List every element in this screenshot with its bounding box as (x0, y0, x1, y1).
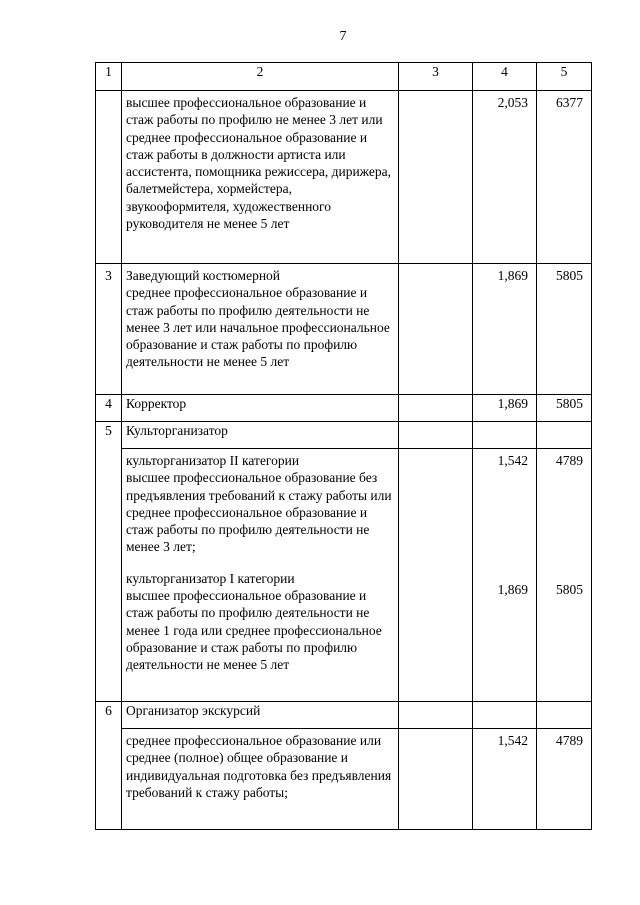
empty-cell (399, 91, 473, 264)
header-col-1: 1 (96, 63, 122, 91)
category-description: высшее профессиональное образование без предъявления требований к стажу работы или среднее профессиональное образование и стаж работы по профилю деятельности не менее 3 лет; (126, 470, 392, 555)
coefficient-cell: 1,542 (473, 729, 537, 830)
empty-cell (399, 264, 473, 395)
position-title: Организатор экскурсий (122, 702, 399, 729)
empty-cell (473, 702, 537, 729)
row-number-cell: 3 (96, 264, 122, 395)
row-number-cell (96, 91, 122, 264)
row-number-cell: 6 (96, 702, 122, 830)
empty-cell (537, 422, 592, 449)
empty-cell (399, 422, 473, 449)
position-cell (122, 449, 399, 702)
category-description: высшее профессиональное образование и стаж работы по профилю деятельности не менее 1 года или среднее профессиональное образование и стаж работы по профилю деятельности не менее 5 лет (126, 588, 382, 673)
table-row (96, 449, 592, 702)
empty-cell (399, 449, 473, 702)
salary-value: 4789 (556, 453, 583, 468)
table-row (96, 729, 592, 830)
salary-cell: 6377 (537, 91, 592, 264)
coefficient-cell: 2,053 (473, 91, 537, 264)
header-col-3: 3 (399, 63, 473, 91)
position-title: Корректор (122, 395, 399, 422)
table-row (96, 702, 592, 729)
header-col-4: 4 (473, 63, 537, 91)
header-col-5: 5 (537, 63, 592, 91)
coefficient-value: 1,869 (497, 582, 528, 598)
empty-cell (399, 729, 473, 830)
position-description: среднее профессиональное образование или среднее (полное) общее образование и индивидуальная подготовка без предъявления требований к стажу работы; (122, 729, 399, 830)
salary-value: 5805 (556, 582, 583, 598)
position-description: среднее профессиональное образование и стаж работы по профилю деятельности не менее 3 лет или начальное профессиональное образование и стаж работы по профилю деятельности не менее 5 лет (126, 285, 390, 370)
salary-cell (537, 449, 592, 702)
salary-cell: 4789 (537, 729, 592, 830)
salary-table (95, 62, 592, 830)
coefficient-cell: 1,869 (473, 264, 537, 395)
coefficient-value: 1,542 (497, 453, 528, 468)
row-number-cell: 5 (96, 422, 122, 702)
page-number: 7 (339, 29, 347, 44)
category-title: культорганизатор II категории (126, 453, 300, 468)
empty-cell (537, 702, 592, 729)
category-title: культорганизатор I категории (126, 570, 295, 586)
position-cell (122, 264, 399, 395)
empty-cell (473, 422, 537, 449)
table-row (96, 264, 592, 395)
table-row (96, 395, 592, 422)
position-title: Заведующий костюмерной (126, 268, 281, 283)
salary-cell: 5805 (537, 395, 592, 422)
salary-cell: 5805 (537, 264, 592, 395)
position-title: Культорганизатор (122, 422, 399, 449)
coefficient-cell (473, 449, 537, 702)
table-row (96, 91, 592, 264)
table-header-row (96, 63, 592, 91)
empty-cell (399, 395, 473, 422)
table-row (96, 422, 592, 449)
empty-cell (399, 702, 473, 729)
position-description: высшее профессиональное образование и стаж работы по профилю не менее 3 лет или среднее профессиональное образование и стаж работы в должности артиста или ассистента, помощника режиссера, дирижера, балетмейстера, хормейстера, звукооформителя, художественного руководителя не менее 5 лет (122, 91, 399, 264)
coefficient-cell: 1,869 (473, 395, 537, 422)
row-number-cell: 4 (96, 395, 122, 422)
header-col-2: 2 (122, 63, 399, 91)
